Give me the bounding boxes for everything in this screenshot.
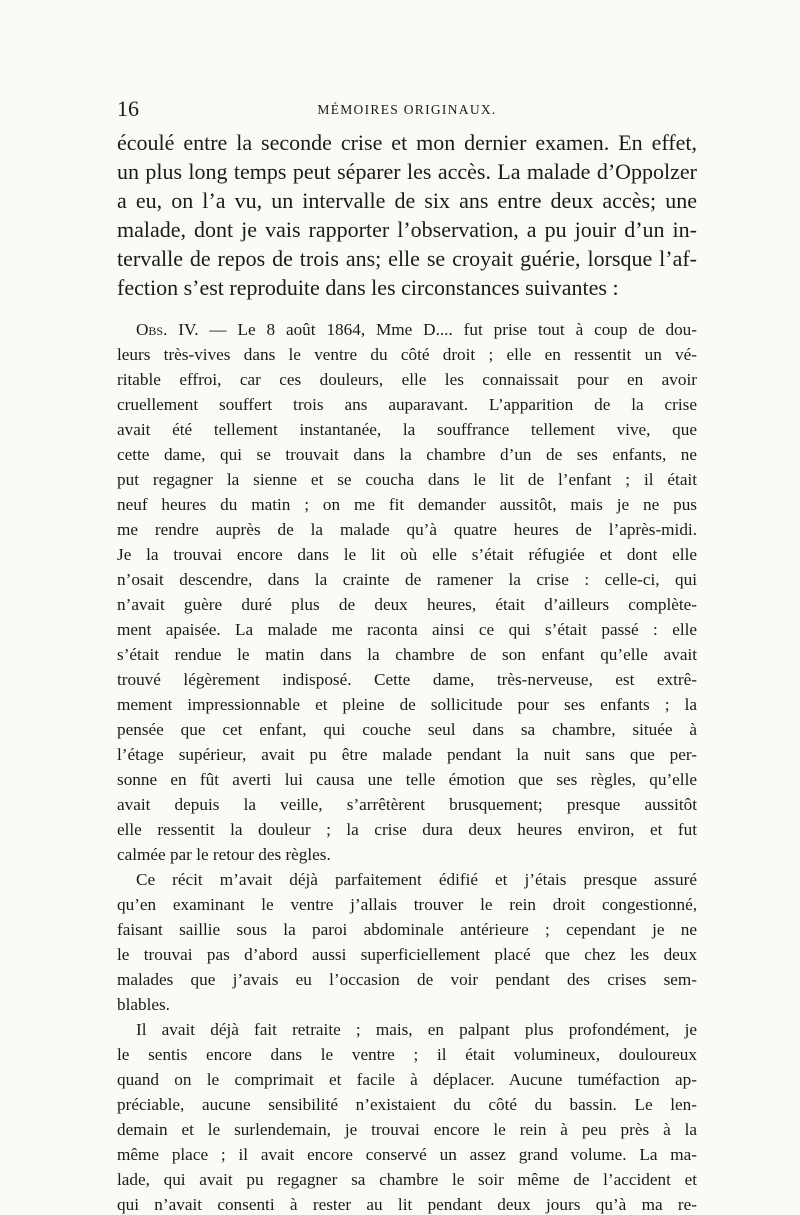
obs-line: même place ; il avait encore conservé un assez grand volume. La ma- [117, 1145, 697, 1164]
obs-line: leurs très-vives dans le ventre du côté droit ; elle en ressentit un vé- [117, 345, 697, 364]
obs-line: avait été tellement instantanée, la souffrance tellement vive, que [117, 420, 697, 439]
intro-line: écoulé entre la seconde crise et mon dernier examen. En effet, [117, 130, 697, 155]
obs-line: pensée que cet enfant, qui couche seul dans sa chambre, située à [117, 720, 697, 739]
obs-line: me rendre auprès de la malade qu’à quatre heures de l’après-midi. [117, 520, 697, 539]
obs-line: n’osait descendre, dans la crainte de ramener la crise : celle-ci, qui [117, 570, 697, 589]
obs-line: trouvé légèrement indisposé. Cette dame, très-nerveuse, est extrê- [117, 670, 697, 689]
obs-line: cette dame, qui se trouvait dans la chambre d’un de ses enfants, ne [117, 445, 697, 464]
page-number: 16 [117, 96, 139, 121]
running-title: MÉMOIRES ORIGINAUX. [317, 102, 497, 117]
obs-line: faisant saillie sous la paroi abdominale antérieure ; cependant je ne [117, 920, 697, 939]
obs-line: sonne en fût averti lui causa une telle émotion que ses règles, qu’elle [117, 770, 697, 789]
intro-line: a eu, on l’a vu, un intervalle de six ans entre deux accès; une [117, 188, 697, 213]
intro-line: malade, dont je vais rapporter l’observation, a pu jouir d’un in- [117, 217, 697, 242]
obs-line: neuf heures du matin ; on me fit demander aussitôt, mais je ne pus [117, 495, 697, 514]
obs-line: quand on le comprimait et facile à déplacer. Aucune tuméfaction ap- [117, 1070, 697, 1089]
obs-line: lade, qui avait pu regagner sa chambre le soir même de l’accident et [117, 1170, 697, 1189]
obs-line: demain et le surlendemain, je trouvai encore le rein à peu près à la [117, 1120, 697, 1139]
obs-line: préciable, aucune sensibilité n’existaient du côté du bassin. Le len- [117, 1095, 697, 1114]
obs-line: le trouvai pas d’abord aussi superficiellement placé que chez les deux [117, 945, 697, 964]
intro-line: tervalle de repos de trois ans; elle se croyait guérie, lorsque l’af- [117, 246, 697, 271]
obs-line: qui n’avait consenti à rester au lit pendant deux jours qu’à ma re- [117, 1195, 697, 1214]
running-head [117, 96, 697, 126]
obs-line: blables. [117, 995, 170, 1014]
obs-line: Obs. IV. — Le 8 août 1864, Mme D.... fut prise tout à coup de dou- [136, 320, 697, 339]
obs-line: malades que j’avais eu l’occasion de voir pendant des crises sem- [117, 970, 697, 989]
obs-line: Je la trouvai encore dans le lit où elle s’était réfugiée et dont elle [117, 545, 697, 564]
obs-line: Ce récit m’avait déjà parfaitement édifié et j’étais presque assuré [136, 870, 697, 889]
observation-label: Obs. IV. [136, 320, 199, 339]
obs-line: ment apaisée. La malade me raconta ainsi ce qui s’était passé : elle [117, 620, 697, 639]
obs-line: avait depuis la veille, s’arrêtèrent brusquement; presque aussitôt [117, 795, 697, 814]
obs-line: Il avait déjà fait retraite ; mais, en palpant plus profondément, je [136, 1020, 697, 1039]
obs-line: n’avait guère duré plus de deux heures, était d’ailleurs complète- [117, 595, 697, 614]
obs-line: put regagner la sienne et se coucha dans le lit de l’enfant ; il était [117, 470, 697, 489]
intro-line: fection s’est reproduite dans les circonstances suivantes : [117, 275, 619, 300]
obs-line: l’étage supérieur, avait pu être malade pendant la nuit sans que per- [117, 745, 697, 764]
obs-line: mement impressionnable et pleine de sollicitude pour ses enfants ; la [117, 695, 697, 714]
obs-line: cruellement souffert trois ans auparavant. L’apparition de la crise [117, 395, 697, 414]
obs-line: calmée par le retour des règles. [117, 845, 331, 864]
obs-line: ritable effroi, car ces douleurs, elle les connaissait pour en avoir [117, 370, 697, 389]
intro-line: un plus long temps peut séparer les accès. La malade d’Oppolzer [117, 159, 697, 184]
obs-line: le sentis encore dans le ventre ; il était volumineux, douloureux [117, 1045, 697, 1064]
obs-line: qu’en examinant le ventre j’allais trouver le rein droit congestionné, [117, 895, 697, 914]
obs-line: s’était rendue le matin dans la chambre de son enfant qu’elle avait [117, 645, 697, 664]
obs-line: elle ressentit la douleur ; la crise dura deux heures environ, et fut [117, 820, 697, 839]
